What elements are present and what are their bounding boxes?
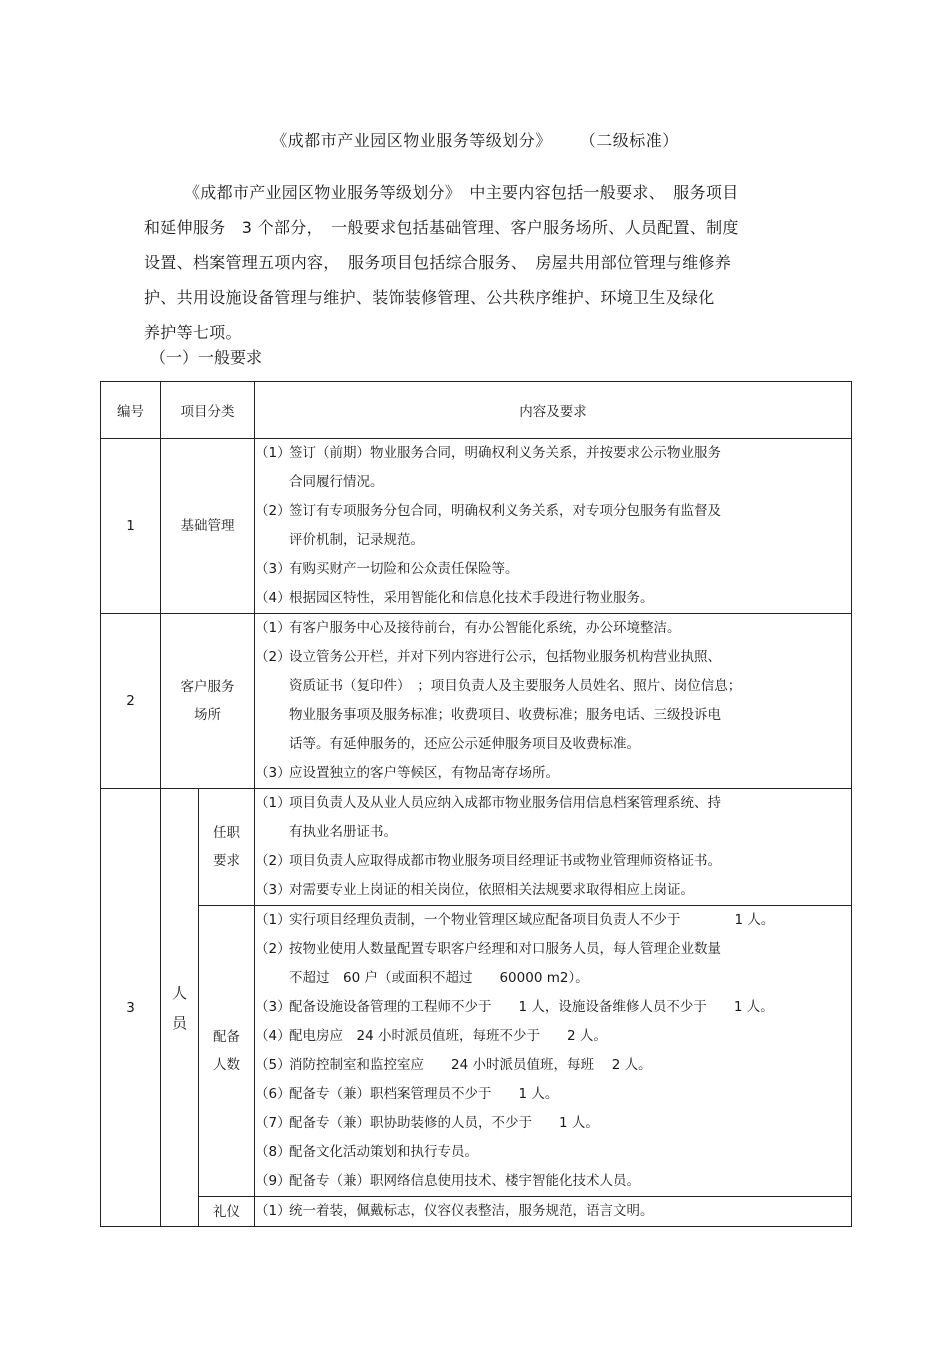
table-row [101,789,852,906]
subcategory-label: 任职 [213,825,240,841]
requirement-item [255,614,851,643]
title-level: （二级标准） [587,131,679,150]
intro-line: 和延伸服务 3 个部分， 一般要求包括基础管理、客户服务场所、人员配置、制度 [144,218,739,237]
item-number: （7） [255,1115,291,1131]
item-number: （2） [255,853,291,869]
intro-line: 设置、档案管理五项内容， 服务项目包括综合服务、 房屋共用部位管理与维修养 [144,253,732,272]
requirement-item [255,1051,851,1080]
row-category [161,789,199,1227]
requirement-item [255,497,851,555]
item-number: （3） [255,561,291,577]
item-number: （2） [255,649,291,665]
item-number: （4） [255,1028,291,1044]
intro-line: 养护等七项。 [144,323,242,342]
item-text: 有执业名册证书。 [289,824,397,840]
category-label: 场所 [194,707,221,723]
intro-line: 护、共用设施设备管理与维护、装饰装修管理、公共秩序维护、环境卫生及绿化 [144,288,715,307]
item-number: （2） [255,941,291,957]
table-row [101,906,852,1197]
item-text: 消防控制室和监控室应 24 小时派员值班，每班 2 人。 [289,1057,652,1073]
item-text: 配备专（兼）职网络信息使用技术、楼宇智能化技术人员。 [289,1173,640,1189]
table-row [101,1197,852,1227]
intro-line: 《成都市产业园区物业服务等级划分》 中主要内容包括一般要求、 服务项目 [184,183,739,202]
title-main: 《成都市产业园区物业服务等级划分》 [271,131,552,150]
row-number: 2 [101,614,161,789]
item-number: （1） [255,620,291,636]
requirement-item [255,643,851,759]
subcategory-label: 礼仪 [213,1203,240,1220]
row-category [161,439,255,614]
item-number: （9） [255,1173,291,1189]
requirement-item [255,876,851,905]
section-heading: （一）一般要求 [150,348,263,367]
item-text: 设立管务公开栏，并对下列内容进行公示，包括物业服务机构营业执照、 [289,649,721,665]
item-text: 配备专（兼）职档案管理员不少于 1 人。 [289,1086,559,1102]
subcategory-cell [199,789,255,906]
item-number: （8） [255,1144,291,1160]
item-number: （5） [255,1057,291,1073]
category-label: 基础管理 [180,518,235,534]
item-number: （4） [255,590,291,606]
item-text: 有购买财产一切险和公众责任保险等。 [289,561,519,577]
item-number: （1） [255,912,291,928]
category-label: 员 [171,1013,187,1032]
requirement-item [255,1109,851,1138]
requirement-item [255,935,851,993]
requirement-item [255,906,851,935]
item-number: （1） [255,1203,291,1219]
item-text: 资质证书（复印件） ；项目负责人及主要服务人员姓名、照片、岗位信息； [289,678,742,694]
item-text: 项目负责人应取得成都市物业服务项目经理证书或物业管理师资格证书。 [289,853,721,869]
subcategory-label: 配备 [213,1029,240,1045]
requirement-item [255,1167,851,1196]
category-label: 客户服务 [180,679,235,695]
item-text: 不超过 60 户（或面积不超过 60000 m2）。 [289,970,589,986]
requirement-item [255,555,851,584]
subcategory-label: 人数 [213,1057,240,1073]
item-number: （3） [255,999,291,1015]
requirements-cell [255,789,852,906]
item-text: 按物业使用人数量配置专职客户经理和对口服务人员，每人管理企业数量 [289,941,721,957]
item-text: 实行项目经理负责制，一个物业管理区域应配备项目负责人不少于 1 人。 [289,912,775,928]
item-number: （2） [255,503,291,519]
table-header-row [101,382,852,439]
item-number: （1） [255,445,291,461]
item-text: 合同履行情况。 [289,474,384,490]
item-text: 有客户服务中心及接待前台，有办公智能化系统，办公环境整洁。 [289,620,681,636]
row-number: 3 [101,789,161,1227]
item-text: 配备设施设备管理的工程师不少于 1 人，设施设备维修人员不少于 1 人。 [289,999,774,1015]
subcategory-cell [199,1197,255,1227]
item-text: 签订（前期）物业服务合同，明确权利义务关系，并按要求公示物业服务 [289,445,721,461]
subcategory-label: 要求 [213,853,240,869]
requirement-item [255,789,851,847]
item-number: （6） [255,1086,291,1102]
page-title [0,128,950,151]
requirement-item [255,1138,851,1167]
requirements-cell [255,1197,852,1227]
item-text: 统一着装，佩戴标志，仪容仪表整洁，服务规范，语言文明。 [289,1203,654,1219]
header-category: 项目分类 [161,382,255,439]
item-number: （1） [255,795,291,811]
row-number: 1 [101,439,161,614]
requirements-table [100,381,852,1227]
item-text: 根据园区特性，采用智能化和信息化技术手段进行物业服务。 [289,590,654,606]
item-text: 对需要专业上岗证的相关岗位，依照相关法规要求取得相应上岗证。 [289,882,694,898]
item-number: （3） [255,765,291,781]
header-content: 内容及要求 [255,382,852,439]
requirement-item [255,993,851,1022]
item-text: 配电房应 24 小时派员值班，每班不少于 2 人。 [289,1028,607,1044]
category-label: 人 [171,983,187,1002]
requirement-item [255,584,851,613]
requirement-item [255,847,851,876]
item-text: 物业服务事项及服务标准；收费项目、收费标准；服务电话、三级投诉电 [289,707,721,723]
requirement-item [255,1197,851,1226]
table-row [101,439,852,614]
header-no: 编号 [101,382,161,439]
requirements-cell [255,906,852,1197]
intro-paragraph [144,175,824,350]
subcategory-cell [199,906,255,1197]
item-text: 签订有专项服务分包合同，明确权利义务关系，对专项分包服务有监督及 [289,503,721,519]
item-text: 项目负责人及从业人员应纳入成都市物业服务信用信息档案管理系统、持 [289,795,721,811]
item-text: 评价机制，记录规范。 [289,532,424,548]
table-row [101,614,852,789]
requirements-cell [255,439,852,614]
requirements-cell [255,614,852,789]
requirement-item [255,1022,851,1051]
item-number: （3） [255,882,291,898]
requirement-item [255,1080,851,1109]
item-text: 配备专（兼）职协助装修的人员，不少于 1 人。 [289,1115,599,1131]
item-text: 配备文化活动策划和执行专员。 [289,1144,478,1160]
row-category [161,614,255,789]
requirement-item [255,759,851,788]
requirement-item [255,439,851,497]
item-text: 应设置独立的客户等候区，有物品寄存场所。 [289,765,559,781]
item-text: 话等。有延伸服务的，还应公示延伸服务项目及收费标准。 [289,736,640,752]
